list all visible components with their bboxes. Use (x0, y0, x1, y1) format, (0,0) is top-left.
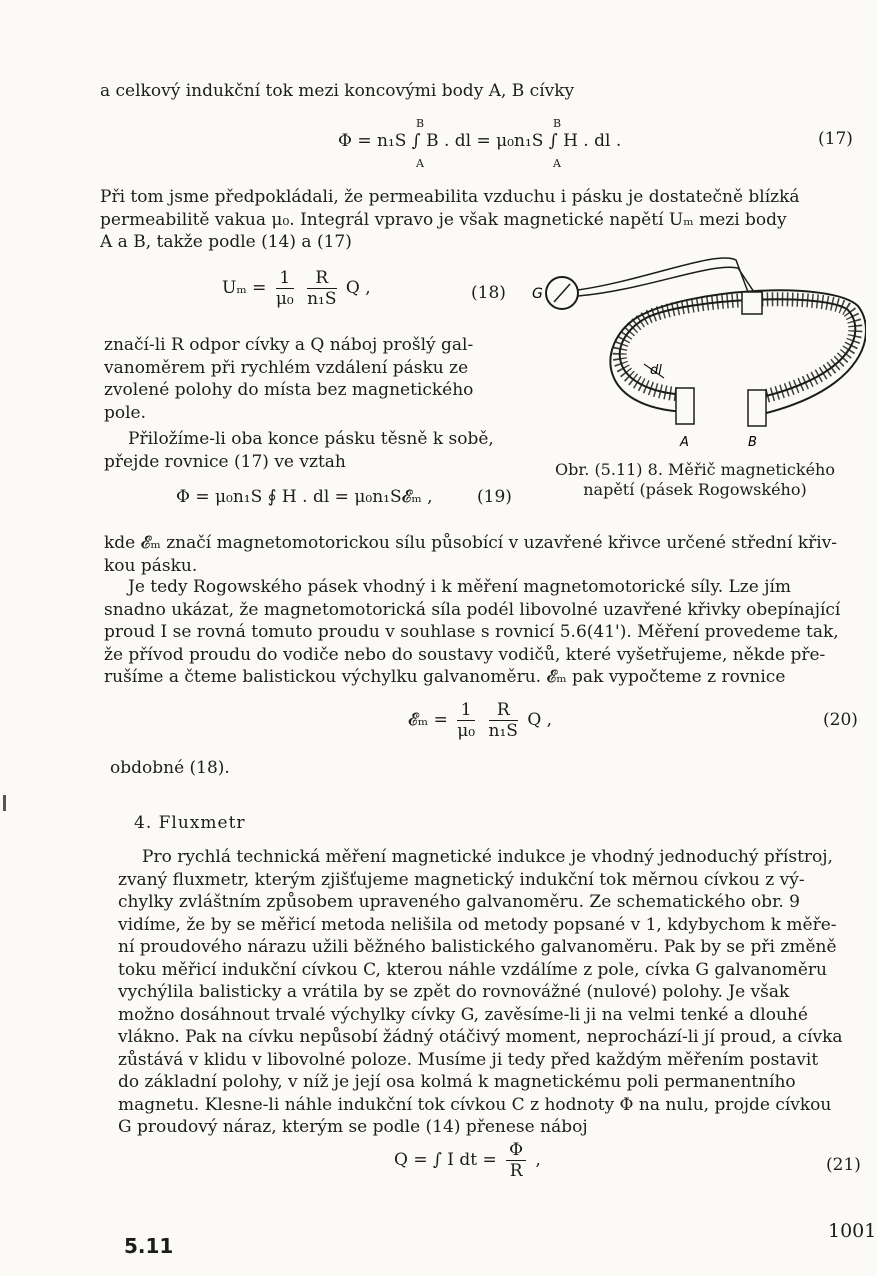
eq20-den2: n₁S (488, 721, 518, 741)
caption-line-2: napětí (pásek Rogowského) (583, 480, 807, 499)
equation-17-number: (17) (818, 129, 853, 149)
eq21-fraction (506, 1140, 526, 1181)
intro-line: a celkový indukční tok mezi koncovými body A, B cívky (100, 81, 575, 101)
text-line: chylky zvláštním způsobem upraveného galvanoměru. Ze schematického obr. 9 (118, 892, 800, 912)
eq21-lhs: Q = ∫ I dt = (394, 1150, 497, 1170)
strip-end-b (748, 390, 766, 426)
paragraph-fluxmeter (118, 846, 870, 1139)
equation-17 (338, 131, 621, 151)
text-line: snadno ukázat, že magnetomotorická síla podél libovolné uzavřené křivky obepínající (104, 599, 841, 620)
figure-caption (520, 460, 870, 500)
text-line: vlákno. Pak na cívku nepůsobí žádný otáčivý moment, neprochází-li jí proud, a cívka (118, 1027, 843, 1047)
paragraph-rogowski-use (104, 576, 860, 689)
text-line: Při tom jsme předpokládali, že permeabilita vzduchu i pásku je dostatečně blízká (100, 187, 800, 207)
text-line: kde 𝓔ₘ značí magnetomotorickou sílu působící v uzavřené křivce určené střední křiv- (104, 533, 838, 553)
lead-wire (578, 258, 748, 292)
eq18-lhs: Uₘ = (222, 278, 267, 298)
eq17-upper-limit-2: B (553, 117, 562, 130)
equation-20 (408, 700, 552, 741)
eq21-den: R (509, 1161, 523, 1181)
analogous-note: obdobné (18). (110, 758, 230, 778)
text-line: vychýlila balisticky a vrátila by se zpět do rovnovážné (nulové) polohy. Je však (118, 982, 790, 1002)
eq18-den2: n₁S (307, 289, 337, 309)
text-line: zvaný fluxmetr, kterým zjišťujeme magnetický indukční tok měrnou cívkou z vý- (118, 869, 805, 890)
text-line: pole. (104, 402, 147, 423)
scan-margin-mark (3, 795, 6, 811)
text-line: vanoměrem při rychlém vzdálení pásku ze (104, 357, 469, 378)
text-line: rušíme a čteme balistickou výchylku galvanoměru. 𝓔ₘ pak vypočteme z rovnice (104, 667, 786, 687)
equation-17-body: Φ = n₁S ∫ B . dl = μ₀n₁S ∫ H . dl . (338, 131, 622, 151)
strip-inner-edge (610, 290, 866, 415)
label-g: G (532, 286, 543, 302)
rogowski-strip-figure (526, 240, 866, 455)
eq20-num1: 1 (457, 700, 475, 721)
text-line: do základní polohy, v níž je její osa kolmá k magnetickému poli permanentního (118, 1072, 796, 1092)
text-line: kou pásku. (104, 555, 198, 576)
lead-wire (578, 267, 754, 296)
label-dl: dl (650, 363, 662, 378)
paragraph-charge (104, 334, 509, 424)
eq20-den1: μ₀ (457, 721, 476, 741)
eq18-num1: 1 (276, 268, 294, 289)
eq17-lower-limit-1: A (416, 157, 424, 170)
text-line: zůstává v klidu v libovolné poloze. Musíme ji tedy před každým měřením postavit (118, 1049, 819, 1070)
galvanometer-needle (554, 284, 570, 302)
eq20-fraction-1 (457, 700, 475, 741)
label-a: A (680, 435, 689, 450)
eq18-rhs: Q , (345, 278, 371, 298)
text-line: magnetu. Klesne-li náhle indukční tok cívkou C z hodnoty Φ na nulu, projde cívkou (118, 1094, 832, 1115)
text-line: G proudový náraz, kterým se podle (14) přenese náboj (118, 1117, 588, 1137)
text-line: přejde rovnice (17) ve vztah (104, 451, 346, 472)
eq18-fraction-1 (276, 268, 294, 309)
eq18-den1: μ₀ (275, 289, 294, 309)
equation-19: Φ = μ₀n₁S ∮ H . dl = μ₀n₁S𝓔ₘ , (176, 487, 433, 507)
eq18-num2: R (307, 268, 336, 289)
page-number: 1001 (828, 1220, 877, 1242)
equation-18-number: (18) (471, 283, 506, 303)
equation-18 (222, 268, 371, 309)
caption-line-1: Obr. (5.11) 8. Měřič magnetického (555, 460, 835, 479)
strip-connector (742, 292, 762, 314)
text-line: vidíme, že by se měřicí metoda nelišila od metody popsané v 1, kdybychom k měře- (118, 914, 837, 935)
eq18-fraction-2 (307, 268, 336, 309)
text-line: značí-li R odpor cívky a Q náboj prošlý gal- (104, 335, 474, 355)
text-line: možno dosáhnout trvalé výchylky cívky G, zavěsíme-li ji na velmi tenké a dlouhé (118, 1004, 808, 1025)
text-line: permeabilitě vakua μ₀. Integrál vpravo je však magnetické napětí Uₘ mezi body (100, 209, 787, 230)
label-b: B (748, 435, 757, 450)
text-line: A a B, takže podle (14) a (17) (100, 232, 352, 252)
eq20-num2: R (489, 700, 518, 721)
eq17-lower-limit-2: A (553, 157, 561, 170)
text-line: ní proudového nárazu užili běžného balistického galvanoměru. Pak by se při změně (118, 937, 837, 957)
text-line: Pro rychlá technická měření magnetické indukce je vhodný jednoduchý přístroj, (142, 847, 833, 867)
eq20-fraction-2 (489, 700, 518, 741)
text-line: Přiložíme-li oba konce pásku těsně k sobě, (128, 429, 494, 449)
text-line: toku měřicí indukční cívkou C, kterou náhle vzdálíme z pole, cívka G galvanoměru (118, 959, 827, 980)
strip-end-a (676, 388, 694, 424)
chapter-marker: 5.11 (124, 1234, 174, 1258)
strip-outer-edge (620, 299, 856, 398)
eq20-lhs: 𝓔ₘ = (408, 710, 448, 730)
text-line: že přívod proudu do vodiče nebo do soustavy vodičů, které vyšetřujeme, někde pře- (104, 644, 826, 665)
eq17-upper-limit-1: B (416, 117, 425, 130)
paragraph-mmf (104, 532, 860, 577)
section-title: 4. Fluxmetr (134, 813, 246, 833)
text-line: Je tedy Rogowského pásek vhodný i k měření magnetomotorické síly. Lze jím (128, 577, 792, 597)
text-line: zvolené polohy do místa bez magnetického (104, 380, 474, 400)
eq20-rhs: Q , (527, 710, 553, 730)
equation-19-number: (19) (477, 487, 512, 507)
eq21-rhs: , (535, 1150, 541, 1170)
text-line: proud I se rovná tomuto proudu v souhlase s rovnicí 5.6(41'). Měření provedeme tak, (104, 622, 839, 642)
equation-21 (394, 1140, 541, 1181)
equation-21-number: (21) (826, 1155, 861, 1175)
eq21-num: Φ (506, 1140, 526, 1161)
paragraph-closed-strip (104, 428, 514, 473)
equation-20-number: (20) (823, 710, 858, 730)
